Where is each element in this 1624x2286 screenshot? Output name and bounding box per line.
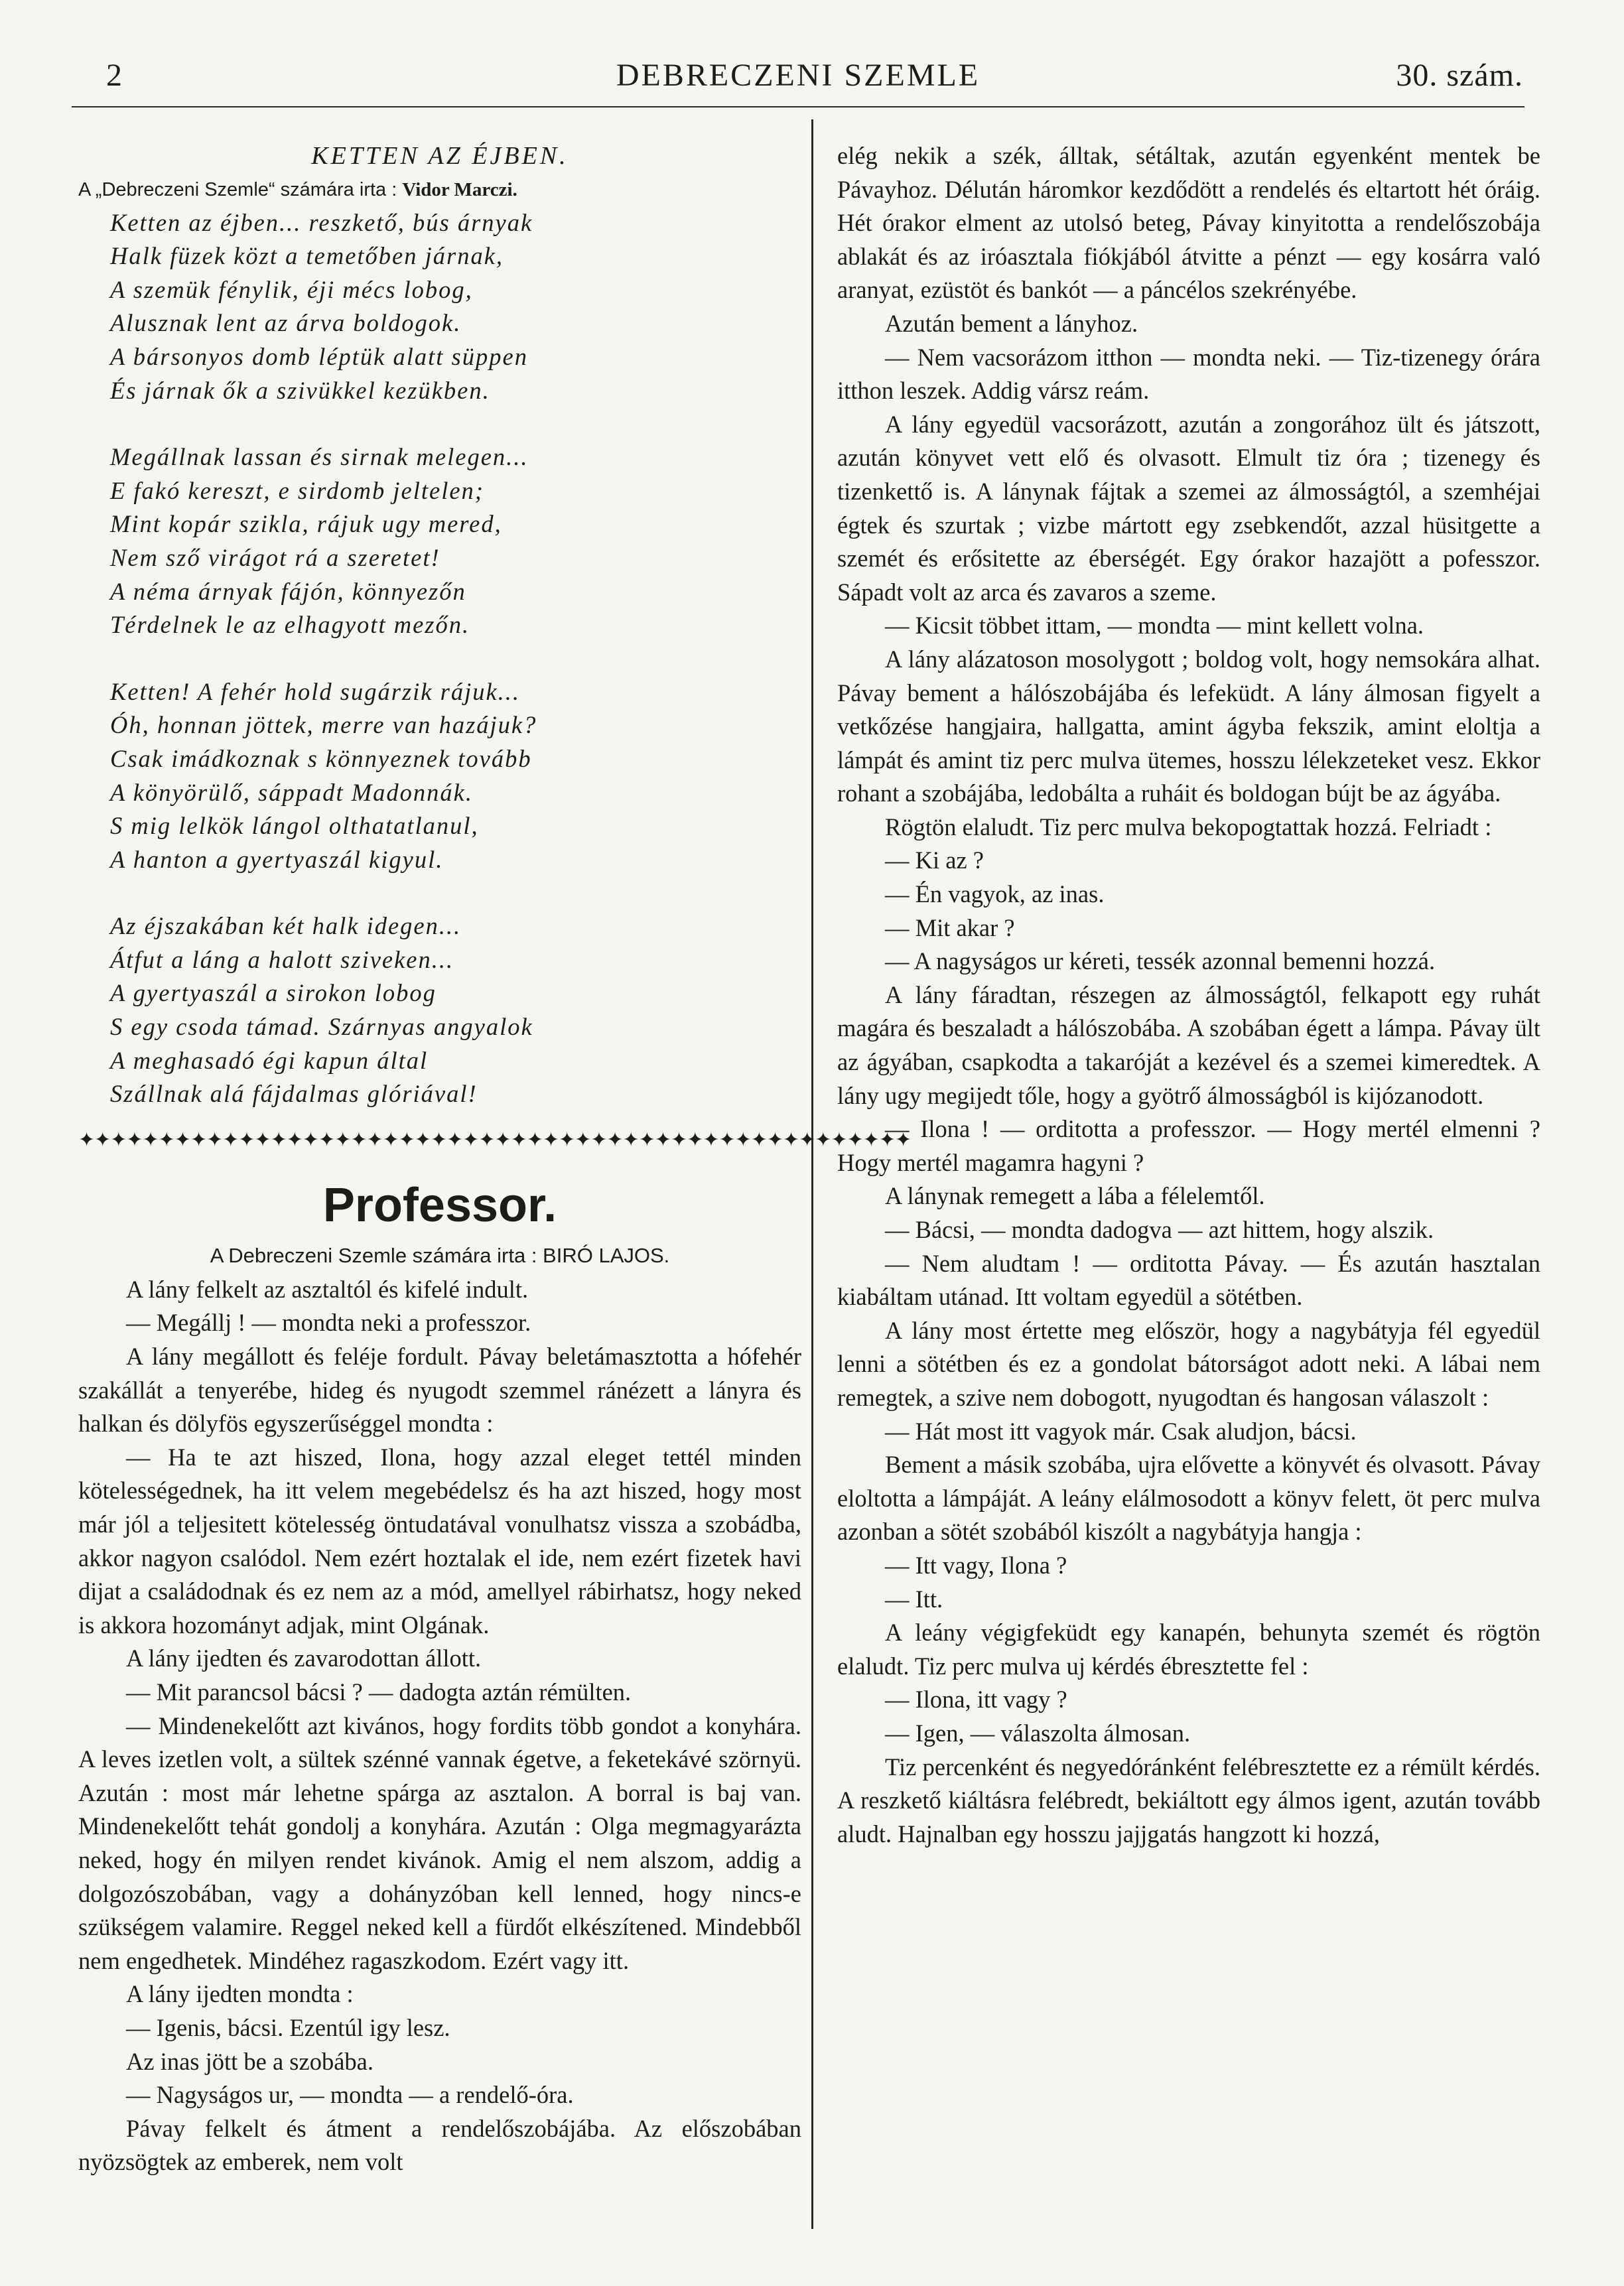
story-paragraph: Azután bement a lányhoz. [885, 309, 1138, 337]
journal-title: DEBRECZENI SZEMLE [616, 58, 981, 93]
story-paragraph: — Én vagyok, az inas. [885, 880, 1105, 908]
poem-line: Alusznak lent az árva boldogok. [110, 309, 462, 337]
poem-author: Vidor Marczi. [402, 178, 517, 200]
story-paragraph: A lánynak remegett a lába a félelemtől. [885, 1182, 1265, 1210]
poem-line: Mint kopár szikla, rájuk ugy mered, [110, 510, 502, 538]
story-paragraph: — Nem vacsorázom itthon — mondta neki. — Tiz-tizenegy órára itthon leszek. Addig vársz reám. [837, 343, 1540, 405]
story-paragraph: — Igenis, bácsi. Ezentúl igy lesz. [126, 2013, 450, 2041]
poem-line: A néma árnyak fájón, könnyezőn [110, 577, 466, 605]
poem-line: Nem sző virágot rá a szeretet! [110, 543, 440, 571]
poem-line: A bársonyos domb léptük alatt süppen [110, 342, 528, 370]
page-header [72, 52, 1524, 105]
left-column [78, 139, 912, 2179]
story-paragraph: — Bácsi, — mondta dadogva — azt hittem, hogy alszik. [885, 1216, 1434, 1243]
poem-line: A meghasadó égi kapun által [110, 1046, 429, 1074]
poem-line: A szemük fénylik, éji mécs lobog, [110, 275, 473, 303]
story-paragraph: Rögtön elaludt. Tiz perc mulva bekopogtattak hozzá. Felriadt : [885, 813, 1492, 840]
story-paragraph: A lány most értette meg először, hogy a nagybátyja fél egyedül lenni a sötétben és ez a gondolat bátorságot adott neki. A lábai nem remegtek, a szive nem dobogott, nyugodtan és hangosan válaszolt : [837, 1316, 1540, 1411]
poem-line: A gyertyaszál a sirokon lobog [110, 979, 437, 1007]
story-paragraph: — Ilona ! — orditotta a professzor. — Hogy mertél elmenni ? Hogy mertél magamra hagyni ? [837, 1115, 1540, 1176]
poem-byline [78, 173, 801, 206]
page-number: 2 [106, 58, 123, 93]
story-paragraph: — A nagyságos ur kéreti, tessék azonnal bemenni hozzá. [885, 947, 1436, 975]
story-text-right [837, 139, 1540, 1851]
story-paragraph: — Ki az ? [885, 846, 984, 874]
story-text-left [78, 1273, 801, 2179]
story-byline: A Debreczeni Szemle számára irta : BIRÓ LAJOS. [210, 1243, 670, 1267]
story-paragraph: Pávay felkelt és átment a rendelőszobájába. Az előszobában nyözsögtek az emberek, nem volt [78, 2114, 801, 2176]
poem-stanza [110, 440, 801, 642]
poem-title: KETTEN AZ ÉJBEN. [311, 142, 569, 170]
poem-byline-prefix: A „Debreczeni Szemle“ számára irta : [78, 178, 397, 200]
story-paragraph: — Mit akar ? [885, 913, 1015, 941]
story-paragraph: — Itt vagy, Ilona ? [885, 1551, 1067, 1579]
right-column [837, 139, 1540, 1851]
story-paragraph: A leány végigfeküdt egy kanapén, behunyta szemét és rögtön elaludt. Tiz perc mulva uj kérdés ébresztette fel : [837, 1619, 1540, 1680]
poem-stanza [110, 675, 801, 877]
story-paragraph: A lány alázatoson mosolygott ; boldog volt, hogy nemsokára alhat. Pávay bement a hálószobájába és lefeküdt. A lány álmosan figyelt a vetkőzése hangjaira, hallgatta, amint ágyba fekszik, amint eloltja a lámpát és amint tiz perc mulva ütemes, hosszu lélekzeteket vesz. Ekkor rohant a szobájába, ledobálta a ruháit és boldogan bújt be az ágyába. [837, 645, 1540, 807]
column-divider [811, 119, 813, 2229]
poem-line: Ketten! A fehér hold sugárzik rájuk... [110, 677, 521, 705]
story-paragraph: A lány egyedül vacsorázott, azután a zongorához ült és játszott, azután könyvet vett elő és olvasott. Elmult tiz óra ; tizenegy és tizenkettő is. A lánynak fájtak a szemei az álmosságtól, a szemhéjai égtek és szurtak ; vizbe mártott egy zsebkendőt, azzal hüsitgette a szemét és erősitette az éberségét. Egy órakor hazajött a pofesszor. Sápadt volt az arca és zavaros a szeme. [837, 410, 1540, 606]
poem-line: Szállnak alá fájdalmas glóriával! [110, 1080, 478, 1108]
ornament-divider: ✦✦✦✦✦✦✦✦✦✦✦✦✦✦✦✦✦✦✦✦✦✦✦✦✦✦✦✦✦✦✦✦✦✦✦✦✦✦✦✦✦✦✦✦✦✦✦✦✦✦✦✦ [78, 1128, 912, 1152]
story-paragraph: A lány ijedten és zavarodottan állott. [126, 1645, 482, 1672]
poem-line: És járnak ők a szivükkel kezükben. [110, 376, 490, 404]
story-paragraph: — Mit parancsol bácsi ? — dadogta aztán rémülten. [126, 1678, 632, 1706]
story-paragraph: A lány fáradtan, részegen az álmosságtól, felkapott egy ruhát magára és beszaladt a hálószobába. A szobában égett a lámpa. Pávay ült az ágyában, csapkodta a takaróját a kezével és a szemei kimeredtek. A lány ugy megijedt tőle, hogy a gyötrő álmosságból is kijózanodott. [837, 980, 1540, 1109]
poem-line: Az éjszakában két halk idegen... [110, 912, 462, 940]
poem-line: A hanton a gyertyaszál kigyul. [110, 845, 444, 873]
story-title: Professor. [322, 1178, 557, 1232]
poem-line: S egy csoda támad. Szárnyas angyalok [110, 1013, 533, 1041]
poem-line: Megállnak lassan és sirnak melegen... [110, 443, 529, 471]
poem-line: Ketten az éjben... reszkető, bús árnyak [110, 208, 533, 236]
poem-line: Térdelnek le az elhagyott mezőn. [110, 611, 470, 639]
story-paragraph: — Nagyságos ur, — mondta — a rendelő-óra. [126, 2081, 574, 2109]
story-paragraph: — Nem aludtam ! — orditotta Pávay. — És azután hasztalan kiabáltam utánad. Itt voltam egyedül a sötétben. [837, 1249, 1540, 1311]
poem-stanza [110, 206, 801, 408]
poem-line: E fakó kereszt, e sirdomb jeltelen; [110, 476, 484, 504]
story-paragraph: — Ha te azt hiszed, Ilona, hogy azzal eleget tettél minden kötelességednek, ha itt velem megebédelsz és ha azt hiszed, hogy most már jól a teljesitett kötelesség öntudatával vonulhatsz vissza a szobádba, akkor nagyon csalódol. Nem ezért hoztalak el ide, nem ezért fizetek havi dijat a családodnak és ez nem az a mód, amellyel rábirhatsz, hogy neked is akkora hozományt adjak, mint Olgának. [78, 1443, 801, 1639]
story-paragraph: — Kicsit többet ittam, — mondta — mint kellett volna. [885, 612, 1424, 639]
story-paragraph: Az inas jött be a szobába. [126, 2047, 373, 2075]
issue-number: 30. szám. [1396, 58, 1523, 93]
poem-body [78, 206, 801, 1111]
story-paragraph: — Hát most itt vagyok már. Csak aludjon, bácsi. [885, 1417, 1357, 1445]
story-paragraph: elég nekik a szék, álltak, sétáltak, azután egyenként mentek be Pávayhoz. Délután háromkor kezdődött a rendelés és eltartott hét óráig. Hét órakor elment az utolsó beteg, Pávay kinyitotta a rendelőszobája ablakát és az iróasztala fiókjából átvitte a pénzt — egy kosárra való aranyat, ezüstöt és bankót — a páncélos szekrényébe. [837, 142, 1540, 304]
story-paragraph: Tiz percenként és negyedóránként felébresztette ez a rémült kérdés. A reszkető kiáltásra felébredt, bekiáltott egy álmos igent, azután tovább aludt. Hajnalban egy hosszu jajjgatás hangzott ki hozzá, [837, 1753, 1540, 1848]
story-paragraph: — Megállj ! — mondta neki a professzor. [126, 1309, 531, 1337]
poem-line: Csak imádkoznak s könnyeznek tovább [110, 744, 532, 772]
story-paragraph: A lány ijedten mondta : [126, 1980, 354, 2008]
story-paragraph: A lány megállott és feléje fordult. Pávay beletámasztotta a hófehér szakállát a tenyerébe, hideg és nyugodt szemmel ránézett a lányra és halkan és dölyfös egyszerűséggel mondta : [78, 1343, 801, 1438]
poem-line: A könyörülő, sáppadt Madonnák. [110, 778, 473, 806]
poem-line: S mig lelkök lángol olthatatlanul, [110, 812, 479, 840]
header-rule [72, 106, 1524, 107]
poem-line: Átfut a láng a halott sziveken... [110, 945, 454, 973]
story-paragraph: Bement a másik szobába, ujra elővette a könyvét és olvasott. Pávay eloltotta a lámpáját. A leány elálmosodott a könyv felett, öt perc mulva azonban a sötét szobából kiszólt a nagybátyja hangja : [837, 1451, 1540, 1546]
poem-line: Halk füzek közt a temetőben járnak, [110, 242, 504, 270]
poem-line: Óh, honnan jöttek, merre van hazájuk? [110, 711, 537, 739]
story-paragraph: — Itt. [885, 1585, 943, 1613]
poem-stanza [110, 909, 801, 1111]
story-paragraph: A lány felkelt az asztaltól és kifelé indult. [126, 1275, 529, 1303]
story-paragraph: — Ilona, itt vagy ? [885, 1686, 1067, 1714]
story-paragraph: — Mindenekelőtt azt kivános, hogy fordits több gondot a konyhára. A leves izetlen volt, a sültek szénné vannak égetve, a feketekávé szörnyü. Azután : most már lehetne spárga az asztalon. A borral is baj van. Mindenekelőtt tehát gondolj a konyhára. Azután : Olga megmagyarázta neked, hogy én milyen rendet kivánok. Amig el nem alszom, addig a dolgozószobában, vagy a dohányzóban kell lenned, hogy nincs-e szükségem valamire. Reggel neked kell a fürdőt elkészítened. Mindebből nem engedhetek. Mindéhez ragaszkodom. Ezért vagy itt. [78, 1712, 801, 1974]
story-paragraph: — Igen, — válaszolta álmosan. [885, 1719, 1191, 1747]
